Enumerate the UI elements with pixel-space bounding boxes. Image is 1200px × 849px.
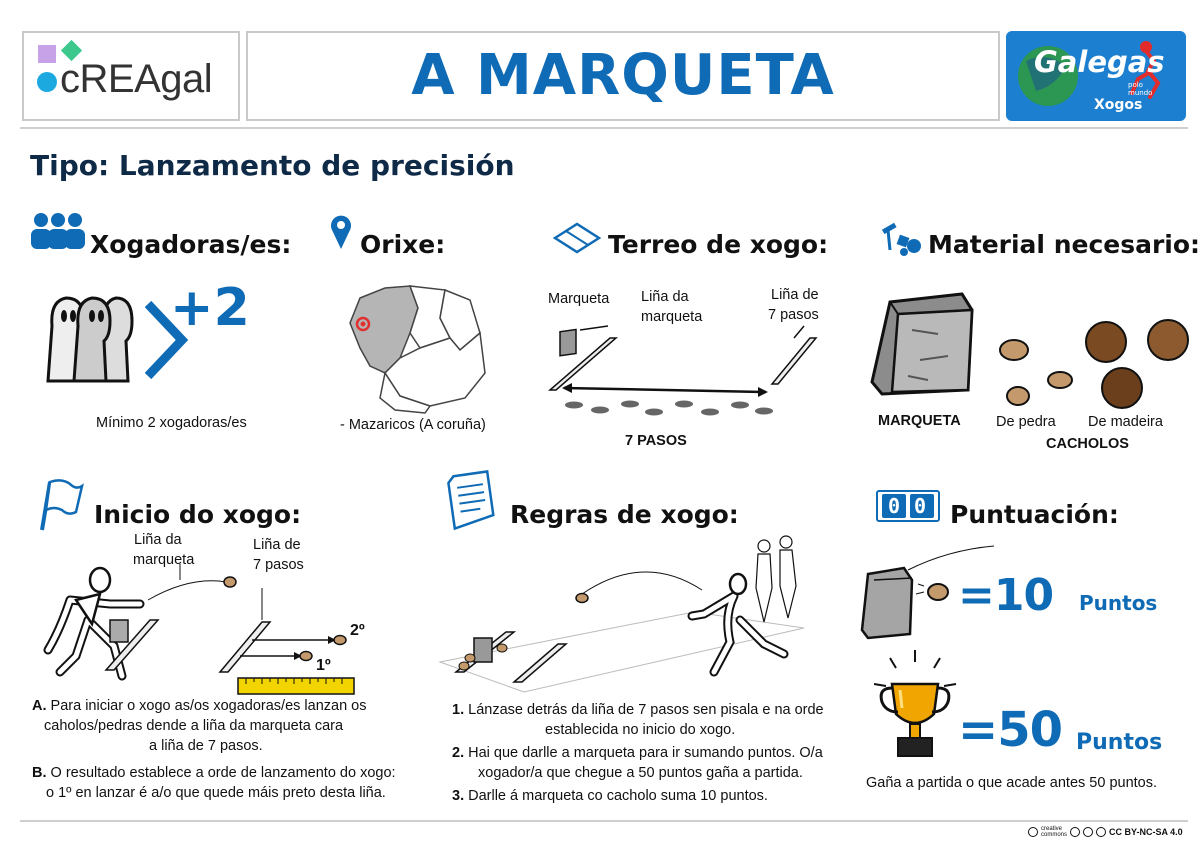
rule-1-number: 1. [452, 702, 465, 718]
rule-3-number: 3. [452, 788, 465, 804]
footer-divider [20, 820, 1188, 822]
score-unit-50: Puntos [1076, 730, 1163, 755]
score-value-50: =50 [958, 702, 1063, 758]
logo-box-right [1006, 31, 1186, 121]
license-badge [1028, 826, 1183, 838]
marqueta-block-icon [868, 290, 980, 402]
rule-2-line1: Hai que darlle a marqueta para ir sumando puntos. O/a [468, 745, 823, 761]
logo-xogos: Xogos [1094, 97, 1143, 113]
title-box [246, 31, 1000, 121]
start-label-line1: Liña da [134, 532, 182, 548]
start-title: Inicio do xogo: [94, 500, 302, 529]
start-rule-b [32, 763, 432, 803]
field-label-7b: 7 pasos [768, 307, 819, 323]
by-icon [1070, 827, 1080, 837]
players-icon [30, 212, 86, 252]
start-first: 1º [316, 657, 331, 674]
game-type: Tipo: Lanzamento de precisión [30, 149, 515, 182]
logo-square-purple-icon [38, 45, 56, 63]
logo-creagal: cREAgal [60, 57, 213, 101]
start-diagram [30, 560, 370, 698]
rule-2-line2: xogador/a que chegue a 50 puntos gaña a partida. [478, 765, 803, 781]
players-count: +2 [170, 278, 250, 338]
field-label-marqueta: Marqueta [548, 291, 610, 307]
start-second: 2º [350, 622, 365, 639]
start-label-7a: Liña de [253, 537, 301, 553]
origin-title: Orixe: [360, 230, 446, 259]
flag-icon [36, 478, 84, 532]
rule-1-line2: establecida no inicio do xogo. [545, 722, 736, 738]
trophy-icon [870, 648, 960, 763]
material-icon [878, 222, 924, 258]
location-pin-icon [330, 214, 352, 250]
material-title: Material necesario: [928, 230, 1200, 259]
rule-a-line1: Para iniciar o xogo as/os xogadoras/es lanzan os [50, 698, 367, 714]
score-title: Puntuación: [950, 500, 1119, 529]
rule-b-letter: B. [32, 765, 47, 781]
score-caption: Gaña a partida o que acade antes 50 puntos. [866, 775, 1158, 791]
field-icon [553, 222, 601, 254]
start-label-7b: 7 pasos [253, 557, 304, 573]
material-cacholos: CACHOLOS [1046, 436, 1129, 452]
players-title: Xogadoras/es: [90, 230, 292, 259]
field-label-7a: Liña de [771, 287, 819, 303]
cc-text: creative commons [1041, 826, 1068, 838]
rule-1-line1: Lánzase detrás da liña de 7 pasos sen pisala e na orde [468, 702, 824, 718]
nc-icon [1083, 827, 1093, 837]
start-label-line2: marqueta [133, 552, 195, 568]
material-wood: De madeira [1088, 414, 1163, 430]
score-counter-icon [876, 490, 940, 522]
sa-icon [1096, 827, 1106, 837]
score-unit-10: Puntos [1079, 591, 1158, 615]
license-text: CC BY-NC-SA 4.0 [1109, 827, 1183, 837]
document-icon [447, 470, 495, 530]
field-label-line2: marqueta [641, 309, 703, 325]
players-caption: Mínimo 2 xogadoras/es [96, 415, 247, 431]
material-stone: De pedra [996, 414, 1056, 430]
page-title: A MARQUETA [411, 43, 835, 108]
rule-a-line3: a liña de 7 pasos. [149, 738, 263, 754]
galicia-map [340, 278, 490, 413]
logo-box-left [22, 31, 240, 121]
rules-diagram [434, 532, 814, 692]
stones-icon [996, 336, 1076, 410]
rules-list [452, 700, 862, 806]
rules-title: Regras de xogo: [510, 500, 739, 529]
score-value-10: =10 [958, 570, 1054, 621]
header-divider [20, 127, 1188, 129]
origin-caption: - Mazaricos (A coruña) [340, 417, 486, 433]
start-rule-a [32, 696, 412, 756]
field-title: Terreo de xogo: [608, 230, 829, 259]
rule-b-line1: O resultado establece a orde de lanzamento do xogo: [50, 765, 396, 781]
material-marqueta: MARQUETA [878, 413, 961, 429]
logo-galegas: Galegas [1034, 45, 1165, 79]
two-figures-icon [40, 286, 140, 386]
field-diagram [544, 320, 834, 420]
logo-polo-mundo: polo mundo [1128, 81, 1153, 97]
rule-b-line2: o 1º en lanzar é a/o que quede máis preto desta liña. [46, 785, 386, 801]
score-counter-digits: 00 [888, 494, 941, 518]
wooden-balls-icon [1082, 318, 1192, 410]
rule-a-line2: caholos/pedras dende a liña da marqueta cara [44, 718, 344, 734]
cc-circle-icon [1028, 827, 1038, 837]
ruler-icon [238, 678, 354, 694]
rule-a-letter: A. [32, 698, 47, 714]
field-distance: 7 PASOS [625, 433, 687, 449]
field-label-line1: Liña da [641, 289, 689, 305]
rule-2-number: 2. [452, 745, 465, 761]
rule-3-line1: Darlle á marqueta co cacholo suma 10 puntos. [468, 788, 768, 804]
logo-circle-cyan-icon [37, 72, 57, 92]
